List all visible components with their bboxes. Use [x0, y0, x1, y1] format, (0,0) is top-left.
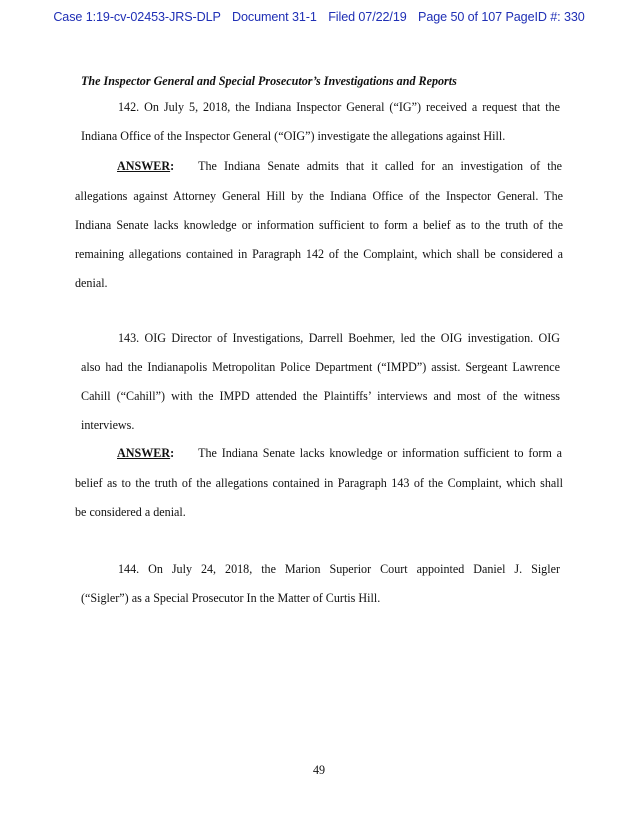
section-heading: The Inspector General and Special Prosecutor’s Investigations and Reports: [81, 74, 457, 88]
answer-143-text: The Indiana Senate lacks knowledge or information sufficient to form a: [198, 446, 562, 460]
paragraph-142-line-1: 142. On July 5, 2018, the Indiana Inspector General (“IG”) received a request that the: [118, 100, 560, 114]
paragraph-143-line-2: also had the Indianapolis Metropolitan Police Department (“IMPD”) assist. Sergeant Lawrence: [81, 360, 560, 374]
answer-143-line-2: belief as to the truth of the allegations contained in Paragraph 143 of the Complaint, which shall: [75, 476, 563, 490]
case-header: [0, 10, 638, 24]
answer-142-line-4: remaining allegations contained in Paragraph 142 of the Complaint, which shall be considered a: [75, 247, 563, 261]
answer-142-line-5: denial.: [75, 276, 108, 290]
page-id: Page 50 of 107 PageID #: 330: [418, 10, 585, 24]
answer-label: ANSWER: [117, 446, 171, 460]
paragraph-144-line-2: (“Sigler”) as a Special Prosecutor In the Matter of Curtis Hill.: [81, 591, 381, 605]
answer-142-line-3: Indiana Senate lacks knowledge or information sufficient to form a belief as to the truth of the: [75, 218, 563, 232]
answer-142-line-1: [117, 159, 562, 173]
paragraph-143-line-3: Cahill (“Cahill”) with the IMPD attended the Plaintiffs’ interviews and most of the witness: [81, 389, 560, 403]
paragraph-143-line-1: 143. OIG Director of Investigations, Darrell Boehmer, led the OIG investigation. OIG: [118, 331, 560, 345]
answer-143-line-3: be considered a denial.: [75, 505, 186, 519]
case-number: Case 1:19-cv-02453-JRS-DLP: [53, 10, 221, 24]
paragraph-144-line-1: 144. On July 24, 2018, the Marion Superior Court appointed Daniel J. Sigler: [118, 562, 560, 576]
document-number: Document 31-1: [231, 10, 317, 24]
answer-colon: :: [170, 446, 175, 460]
page-number: 49: [312, 763, 326, 777]
paragraph-142-line-2: Indiana Office of the Inspector General (“OIG”) investigate the allegations against Hill.: [81, 129, 506, 143]
answer-label: ANSWER: [117, 159, 171, 173]
answer-143-line-1: [117, 446, 562, 460]
answer-142-line-2: allegations against Attorney General Hill by the Indiana Office of the Inspector General. The: [75, 189, 563, 203]
filed-date: Filed 07/22/19: [328, 10, 407, 24]
paragraph-143-line-4: interviews.: [81, 418, 135, 432]
answer-142-text: The Indiana Senate admits that it called for an investigation of the: [198, 159, 562, 173]
answer-colon: :: [170, 159, 175, 173]
